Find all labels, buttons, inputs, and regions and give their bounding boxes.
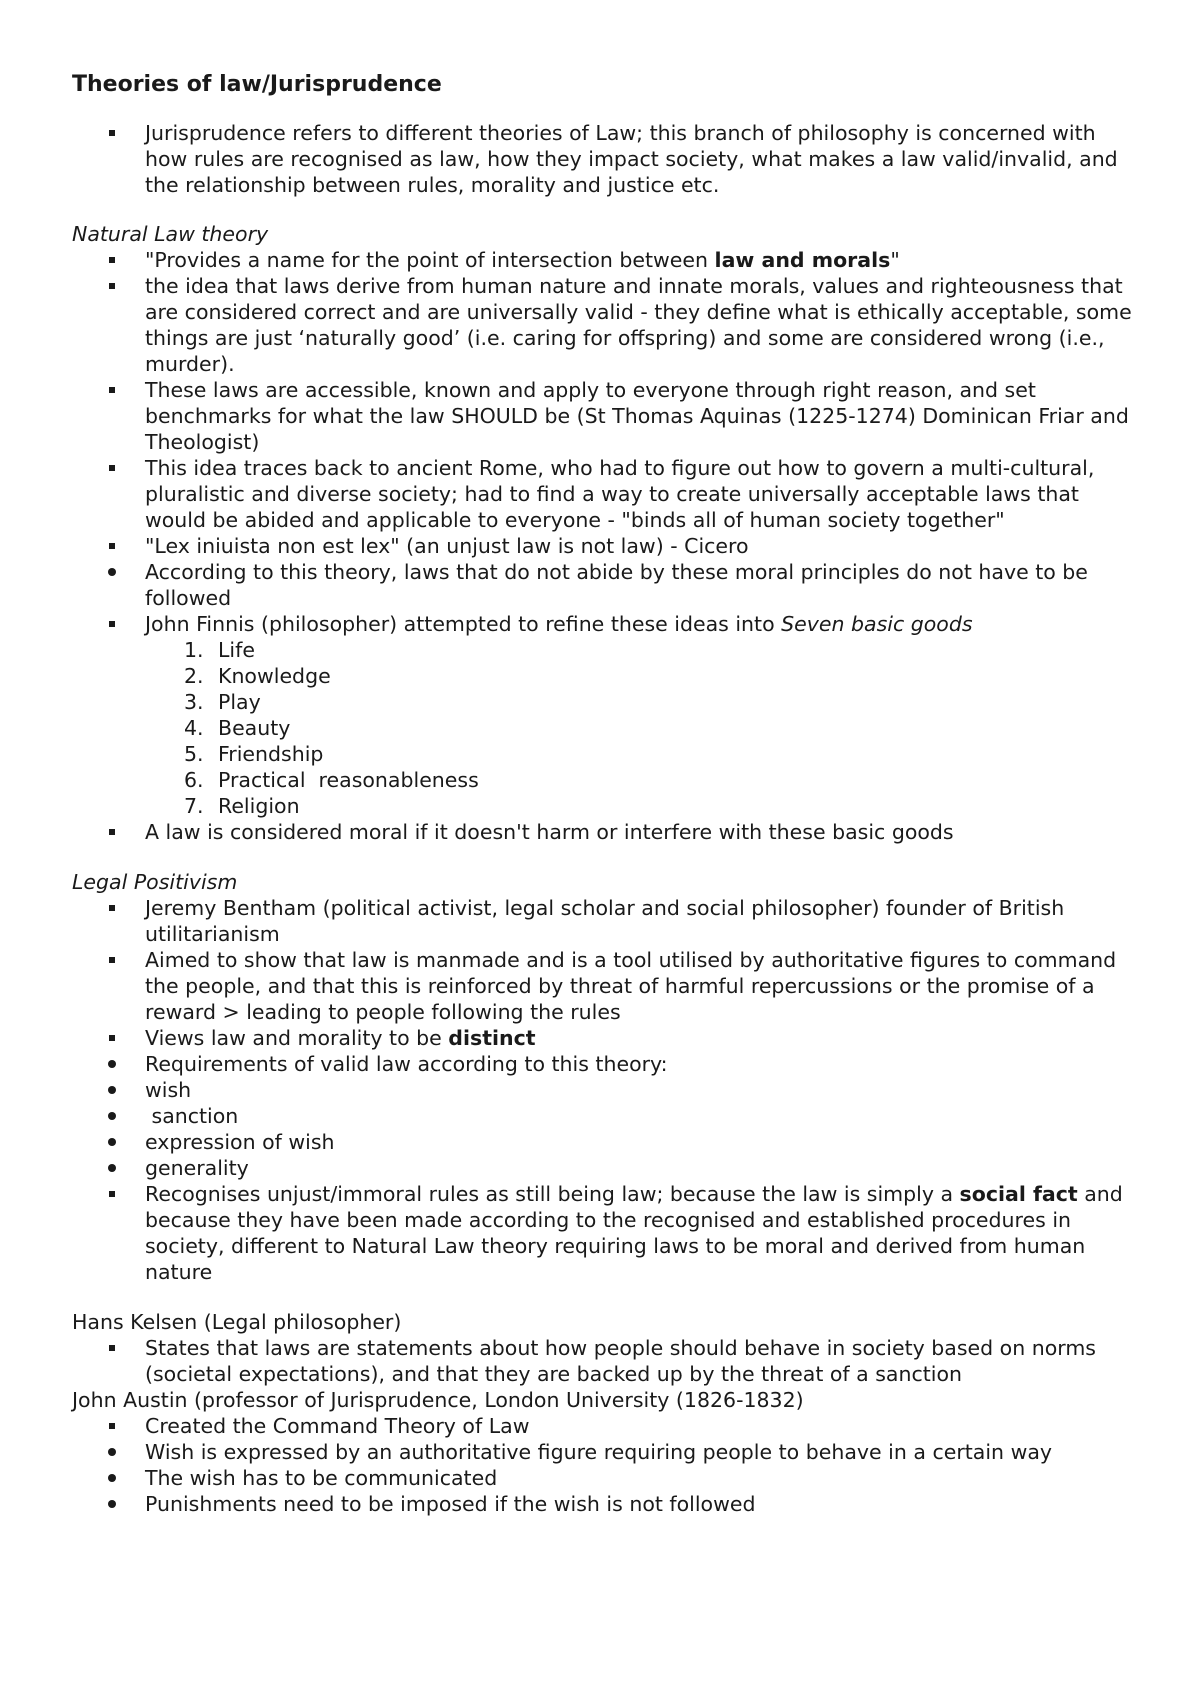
bold-term: law and morals: [714, 248, 891, 272]
austin-list: [72, 1413, 1142, 1517]
list-item: States that laws are statements about how people should behave in society based on norms (societal expectations), and that they are backed up by the threat of a sanction: [145, 1336, 1096, 1386]
list-item: John Finnis (philosopher) attempted to refine these ideas into Seven basic goods: [145, 612, 973, 636]
list-item: expression of wish: [145, 1130, 335, 1154]
list-item: "Provides a name for the point of intersection between law and morals": [145, 248, 900, 272]
italic-term: Seven basic goods: [781, 612, 973, 636]
legal-positivism-list: [72, 895, 1142, 1285]
list-item: This idea traces back to ancient Rome, who had to figure out how to govern a multi-cultural, pluralistic and diverse society; had to find a way to create universally acceptable laws that would be abided and applicable to everyone - "binds all of human society together": [145, 456, 1095, 532]
list-item: Wish is expressed by an authoritative figure requiring people to behave in a certain way: [145, 1440, 1053, 1464]
list-item: Recognises unjust/immoral rules as still being law; because the law is simply a social fact and because they have been made according to the recognised and established procedures in society, different to Natural Law theory requiring laws to be moral and derived from human nature: [145, 1182, 1123, 1284]
natural-law-list-end: [72, 819, 1142, 845]
document-page: [72, 70, 1142, 1517]
kelsen-list: [72, 1335, 1142, 1387]
list-item: 3. Play: [184, 690, 261, 714]
list-item: Views law and morality to be distinct: [145, 1026, 536, 1050]
bold-term: social fact: [959, 1182, 1078, 1206]
legal-positivism-heading: Legal Positivism: [72, 870, 238, 894]
list-item: the idea that laws derive from human nature and innate morals, values and righteousness that are considered correct and are universally valid - they define what is ethically acceptable, some things are just ‘naturally good’ (i.e. caring for offspring) and some are considered wrong (i.e., murder).: [145, 274, 1132, 376]
list-item: 4. Beauty: [184, 716, 291, 740]
list-item: Jeremy Bentham (political activist, legal scholar and social philosopher) founder of British utilitarianism: [145, 896, 1065, 946]
list-item: wish: [145, 1078, 192, 1102]
natural-law-list: [72, 247, 1142, 637]
natural-law-heading: Natural Law theory: [72, 222, 269, 246]
kelsen-heading: Hans Kelsen (Legal philosopher): [72, 1310, 402, 1334]
list-item: 7. Religion: [184, 794, 300, 818]
document-title: Theories of law/Jurisprudence: [72, 72, 442, 97]
intro-list: [72, 120, 1142, 198]
list-item: A law is considered moral if it doesn't harm or interfere with these basic goods: [145, 820, 954, 844]
intro-text: Jurisprudence refers to different theories of Law; this branch of philosophy is concerned with how rules are recognised as law, how they impact society, what makes a law valid/invalid, and the relationship between rules, morality and justice etc.: [145, 121, 1118, 197]
seven-basic-goods-list: [72, 637, 1142, 819]
list-item: Created the Command Theory of Law: [145, 1414, 530, 1438]
list-item: 2. Knowledge: [184, 664, 331, 688]
bold-term: distinct: [448, 1026, 536, 1050]
list-item: generality: [145, 1156, 249, 1180]
list-item: According to this theory, laws that do not abide by these moral principles do not have to be followed: [145, 560, 1088, 610]
list-item: "Lex iniuista non est lex" (an unjust law is not law) - Cicero: [145, 534, 749, 558]
list-item: [72, 120, 1142, 198]
list-item: These laws are accessible, known and apply to everyone through right reason, and set benchmarks for what the law SHOULD be (St Thomas Aquinas (1225-1274) Dominican Friar and Theologist): [145, 378, 1129, 454]
list-item: 5. Friendship: [184, 742, 324, 766]
list-item: sanction: [145, 1104, 239, 1128]
list-item: Requirements of valid law according to this theory:: [145, 1052, 668, 1076]
austin-heading: John Austin (professor of Jurisprudence, London University (1826-1832): [72, 1388, 804, 1412]
list-item: Punishments need to be imposed if the wish is not followed: [145, 1492, 756, 1516]
list-item: Aimed to show that law is manmade and is a tool utilised by authoritative figures to command the people, and that this is reinforced by threat of harmful repercussions or the promise of a reward > leading to people following the rules: [145, 948, 1117, 1024]
list-item: 1. Life: [184, 638, 255, 662]
list-item: 6. Practical reasonableness: [184, 768, 479, 792]
list-item: The wish has to be communicated: [145, 1466, 498, 1490]
